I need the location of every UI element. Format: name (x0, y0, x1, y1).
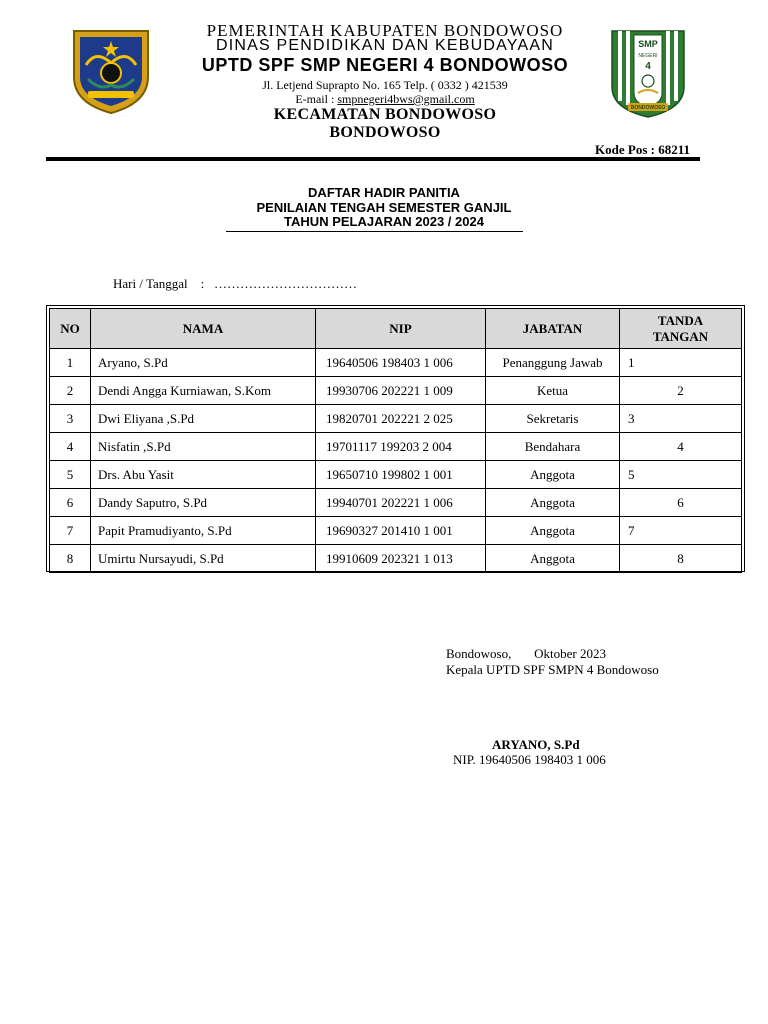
row-nama: Aryano, S.Pd (91, 349, 316, 377)
row-jabatan: Sekretaris (486, 405, 620, 433)
row-no: 5 (50, 461, 91, 489)
svg-text:SMP: SMP (638, 39, 658, 49)
header-jabatan: JABATAN (486, 309, 620, 349)
table-row (50, 545, 742, 573)
table-header-row (50, 309, 742, 349)
header-tanda-tangan (620, 309, 742, 349)
row-signature: 5 (620, 461, 742, 489)
row-nip: 19940701 202221 1 006 (316, 489, 486, 517)
school-emblem-icon (608, 27, 688, 119)
svg-text:NEGERI: NEGERI (638, 53, 658, 59)
row-jabatan: Anggota (486, 517, 620, 545)
government-name: PEMERINTAH KABUPATEN BONDOWOSO (206, 21, 564, 40)
row-signature: 2 (620, 377, 742, 405)
row-jabatan: Ketua (486, 377, 620, 405)
row-no: 4 (50, 433, 91, 461)
email-line (160, 92, 610, 107)
regency-emblem-icon (66, 25, 156, 115)
signature-position: Kepala UPTD SPF SMPN 4 Bondowoso (446, 662, 659, 677)
table-row (50, 349, 742, 377)
letterhead-divider (46, 157, 700, 161)
row-nama: Nisfatin ,S.Pd (91, 433, 316, 461)
table-row (50, 461, 742, 489)
attendance-table (49, 308, 742, 573)
postal-code: Kode Pos : 68211 (595, 142, 690, 157)
city-name: BONDOWOSO (329, 124, 441, 141)
header-tanda-line1: TANDA (657, 312, 704, 328)
school-name: UPTD SPF SMP NEGERI 4 BONDOWOSO (201, 55, 569, 75)
header-nip: NIP (316, 309, 486, 349)
district-name: KECAMATAN BONDOWOSO (273, 106, 497, 123)
row-nip: 19650710 199802 1 001 (316, 461, 486, 489)
header-tanda-line2: TANGAN (652, 328, 709, 344)
row-no: 3 (50, 405, 91, 433)
row-no: 1 (50, 349, 91, 377)
row-nip: 19690327 201410 1 001 (316, 517, 486, 545)
row-nama: Dwi Eliyana ,S.Pd (91, 405, 316, 433)
row-jabatan: Anggota (486, 461, 620, 489)
header-no: NO (50, 309, 91, 349)
row-jabatan: Bendahara (486, 433, 620, 461)
row-jabatan: Anggota (486, 545, 620, 573)
svg-text:BONDOWOSO: BONDOWOSO (630, 105, 666, 111)
email-link[interactable]: smpnegeri4bws@gmail.com (337, 92, 475, 106)
school-address: Jl. Letjend Suprapto No. 165 Telp. ( 0332 ) 421539 (262, 78, 508, 92)
document-title: DAFTAR HADIR PANITIA (308, 185, 460, 200)
title-underline (226, 231, 523, 232)
row-nama: Umirtu Nursayudi, S.Pd (91, 545, 316, 573)
row-nip: 19820701 202221 2 025 (316, 405, 486, 433)
table-row (50, 433, 742, 461)
row-signature: 1 (620, 349, 742, 377)
row-nip: 19930706 202221 1 009 (316, 377, 486, 405)
attendance-table-frame (46, 305, 745, 572)
signatory-nip: NIP. 19640506 198403 1 006 (453, 752, 606, 767)
table-row (50, 517, 742, 545)
table-row (50, 405, 742, 433)
row-no: 8 (50, 545, 91, 573)
row-jabatan: Penanggung Jawab (486, 349, 620, 377)
svg-text:4: 4 (645, 61, 651, 72)
row-nama: Papit Pramudiyanto, S.Pd (91, 517, 316, 545)
row-no: 2 (50, 377, 91, 405)
email-label: E-mail : (295, 92, 338, 106)
header-nama: NAMA (91, 309, 316, 349)
academic-year: TAHUN PELAJARAN 2023 / 2024 (284, 214, 484, 229)
row-signature: 7 (620, 517, 742, 545)
document-subtitle: PENILAIAN TENGAH SEMESTER GANJIL (256, 200, 512, 215)
row-signature: 4 (620, 433, 742, 461)
date-field: Hari / Tanggal : …………………………… (113, 276, 358, 291)
department-name: DINAS PENDIDIKAN DAN KEBUDAYAAN (215, 37, 554, 54)
row-no: 7 (50, 517, 91, 545)
row-no: 6 (50, 489, 91, 517)
signature-place-date: Bondowoso, Oktober 2023 (446, 646, 606, 661)
row-jabatan: Anggota (486, 489, 620, 517)
row-signature: 3 (620, 405, 742, 433)
table-row (50, 489, 742, 517)
row-nama: Dendi Angga Kurniawan, S.Kom (91, 377, 316, 405)
row-nip: 19701117 199203 2 004 (316, 433, 486, 461)
signatory-name: ARYANO, S.Pd (492, 737, 580, 752)
row-signature: 6 (620, 489, 742, 517)
table-row (50, 377, 742, 405)
row-nama: Drs. Abu Yasit (91, 461, 316, 489)
row-nama: Dandy Saputro, S.Pd (91, 489, 316, 517)
row-signature: 8 (620, 545, 742, 573)
row-nip: 19640506 198403 1 006 (316, 349, 486, 377)
row-nip: 19910609 202321 1 013 (316, 545, 486, 573)
